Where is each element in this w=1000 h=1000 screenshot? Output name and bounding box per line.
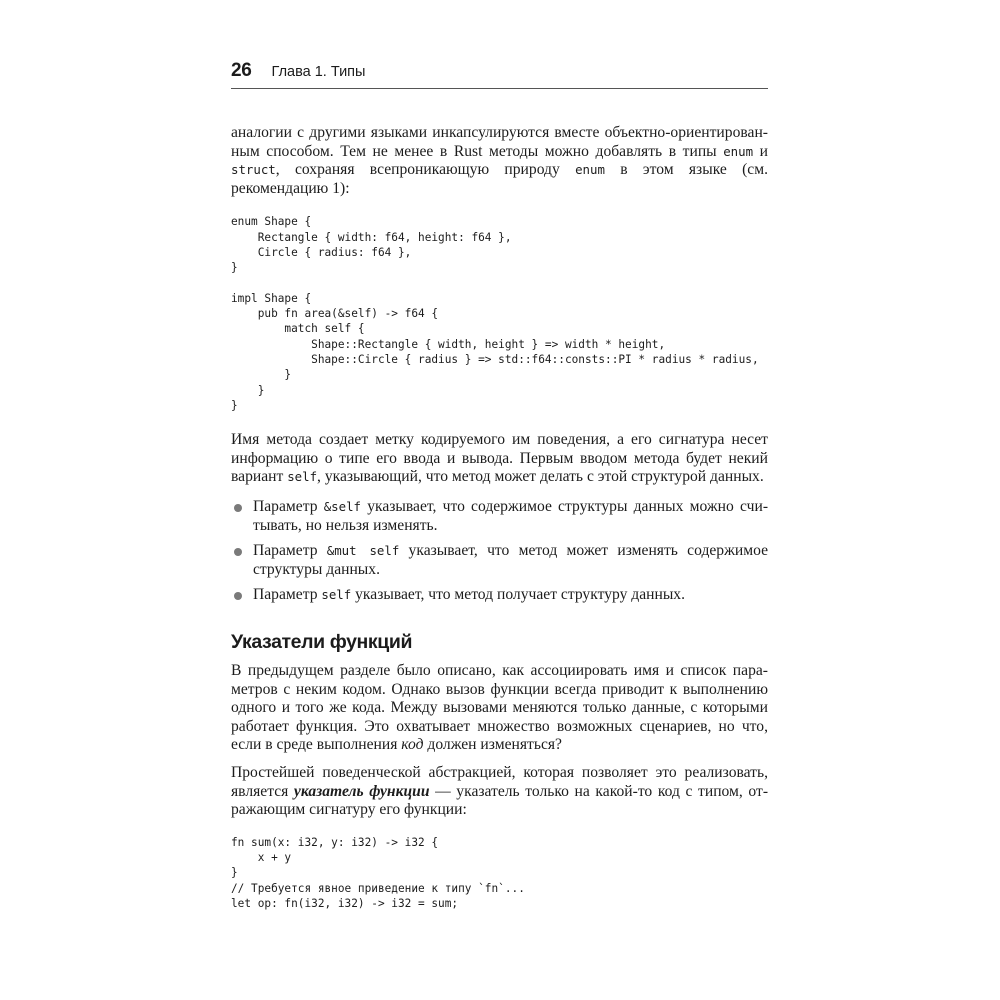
self-variants-list <box>231 498 768 605</box>
paragraph-methods-intro: аналогии с другими языками инкапсулируются вместе объектно-ориентированным способом. Тем не менее в Rust методы можно добавлять в типы enum и struct, сохраняя всепроникающую природу enum в этом языке (см. рекомендацию 1): <box>231 124 768 197</box>
paragraph-function-calls: В предыдущем разделе было описано, как ассоциировать имя и список параметров с неким кодом. Однако вызов функции всегда приводит к выполнению одного и того же кода. Между вызовами меняются только данные, с которыми работает функция. Это охватывает множество возможных сценариев, но что, если в среде выполнения код должен изменяться? <box>231 661 768 754</box>
bullet-icon <box>234 592 242 600</box>
term-emphasis: указатель функции <box>293 782 430 800</box>
inline-code: self <box>287 469 318 485</box>
emphasis: код <box>401 736 424 754</box>
inline-code: self <box>321 587 352 603</box>
list-item: Параметр self указывает, что метод получает структуру данных. <box>231 586 768 605</box>
paragraph-method-signature: Имя метода создает метку кодируемого им поведения, а его сигнатура несет информацию о типе его ввода и вывода. Первым вводом метода будет некий вариант self, указывающий, что метод может делать с этой структурой данных. <box>231 431 768 486</box>
chapter-title: Глава 1. Типы <box>271 64 366 80</box>
page-number: 26 <box>231 60 252 81</box>
bullet-icon <box>234 504 242 512</box>
inline-code: &self <box>323 499 361 515</box>
running-header <box>231 60 768 89</box>
code-block-fn-pointer: fn sum(x: i32, y: i32) -> i32 { x + y } // Требуется явное приведение к типу `fn`... let op: fn(i32, i32) -> i32 = sum; <box>231 835 525 910</box>
section-heading: Указатели функций <box>231 630 413 653</box>
inline-code: enum <box>575 162 605 178</box>
inline-code: &mut self <box>326 543 400 559</box>
code-block-shape: enum Shape { Rectangle { width: f64, height: f64 }, Circle { radius: f64 }, } impl Shape { pub fn area(&self) -> f64 { match self { Shape::Rectangle { width, height } => width * height, Shape::Circle { radius } => std::f64::consts::PI * radius * radius, } } } <box>231 215 759 412</box>
inline-code: struct <box>231 162 276 178</box>
inline-code: enum <box>723 143 754 159</box>
bullet-icon <box>234 548 242 556</box>
list-item: Параметр &mut self указывает, что метод может изменять содержимое структуры данных. <box>231 542 768 579</box>
book-page <box>231 60 768 911</box>
list-item: Параметр &self указывает, что содержимое структуры данных можно считывать, но нельзя изменять. <box>231 498 768 535</box>
paragraph-function-pointer: Простейшей поведенческой абстракцией, которая позволяет это реализовать, является указатель функции — указатель только на какой-то код с типом, отражающим сигнатуру его функции: <box>231 763 769 819</box>
